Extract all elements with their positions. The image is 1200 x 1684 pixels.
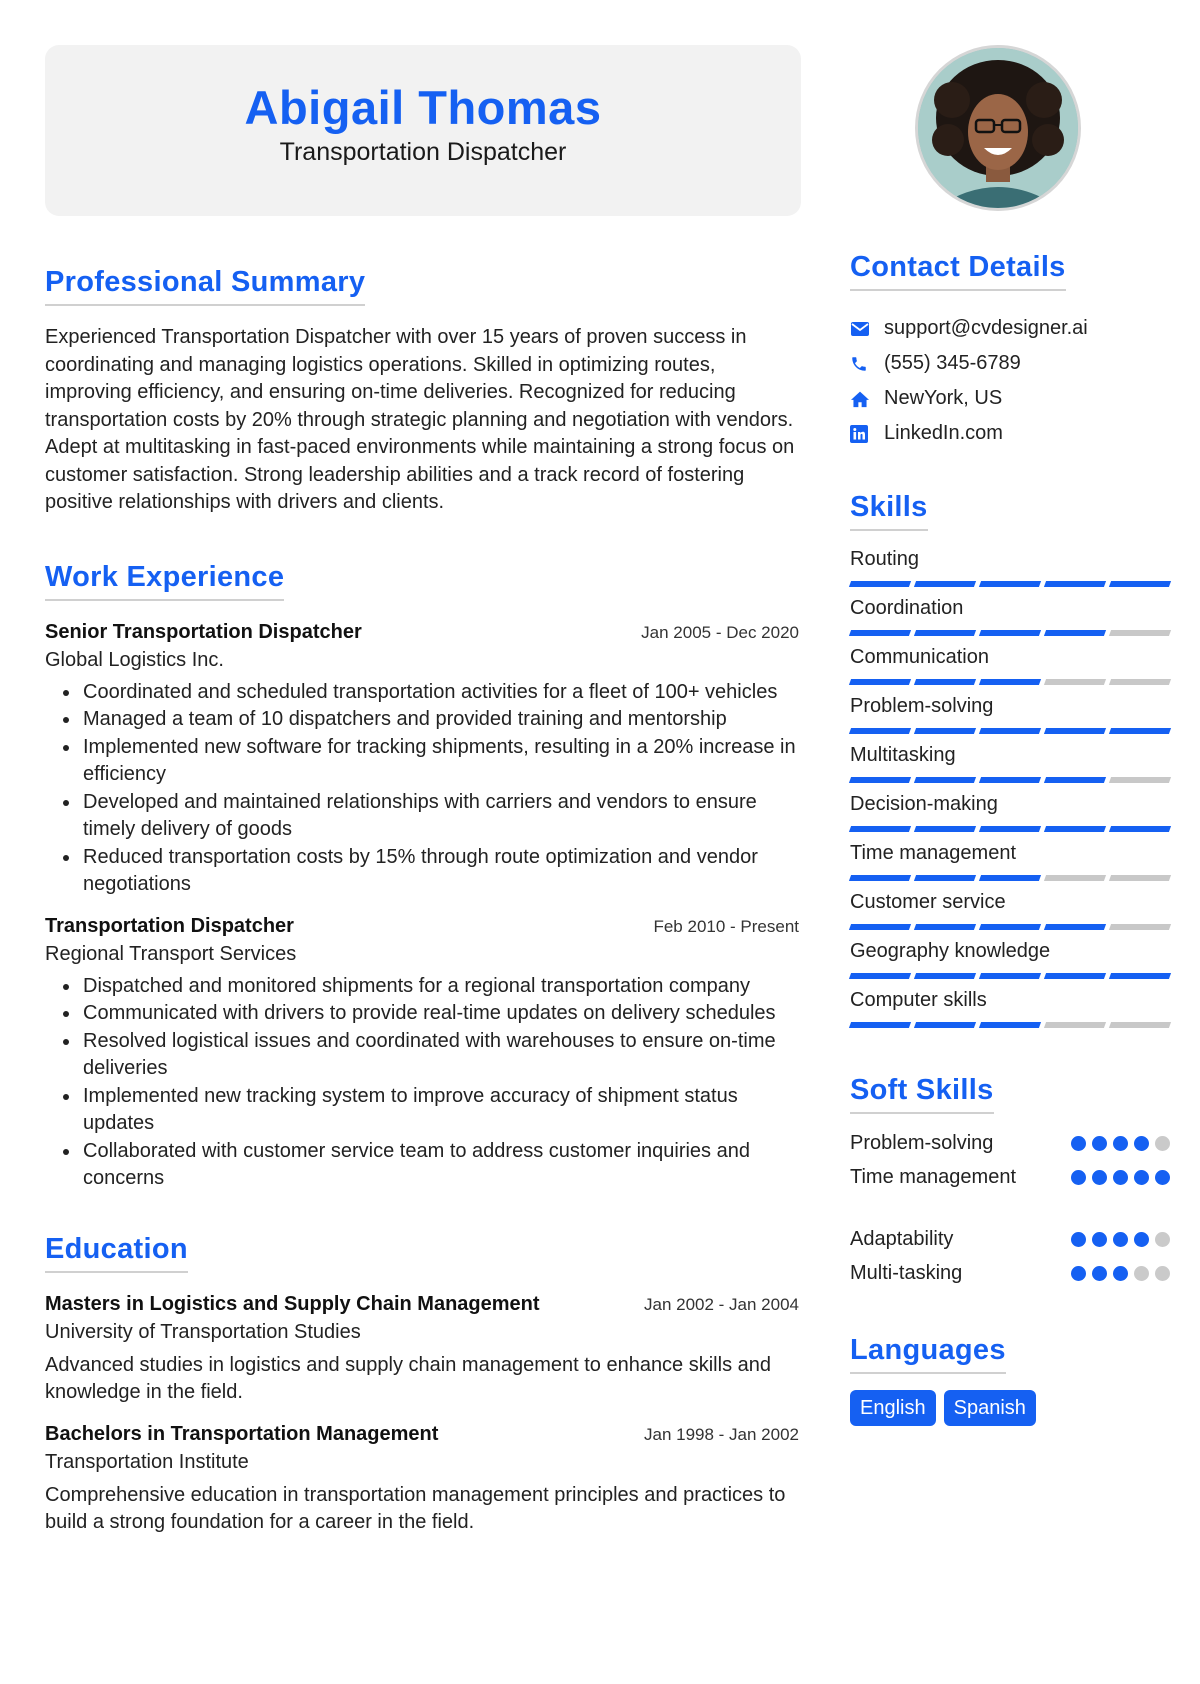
education-heading: Education bbox=[45, 1233, 188, 1273]
job-title: Transportation Dispatcher bbox=[45, 914, 294, 937]
linkedin-icon bbox=[850, 423, 874, 445]
education-date: Jan 1998 - Jan 2002 bbox=[643, 1424, 799, 1444]
skill-level-bar bbox=[850, 973, 1170, 979]
skill-segment-filled bbox=[1044, 630, 1106, 636]
main-column bbox=[45, 45, 801, 1537]
job-bullet: Resolved logistical issues and coordinated with warehouses to ensure on-time deliveries bbox=[45, 1028, 801, 1083]
skills-list bbox=[850, 547, 1170, 1028]
education-date: Jan 2002 - Jan 2004 bbox=[643, 1294, 799, 1314]
skill-segment-empty bbox=[1044, 1022, 1106, 1028]
skill-segment-filled bbox=[1044, 924, 1106, 930]
envelope-icon bbox=[850, 318, 874, 340]
skill-segment-filled bbox=[979, 875, 1041, 881]
skill-level-bar bbox=[850, 728, 1170, 734]
summary-section bbox=[45, 266, 801, 517]
skill-segment-filled bbox=[1109, 728, 1171, 734]
skill-level-bar bbox=[850, 1022, 1170, 1028]
skill-segment-filled bbox=[914, 630, 976, 636]
language-tag: Spanish bbox=[944, 1390, 1036, 1426]
job-bullets bbox=[45, 679, 801, 899]
candidate-name: Abigail Thomas bbox=[244, 81, 602, 134]
soft-skills-spacer bbox=[850, 1194, 1170, 1222]
skill-segment-filled bbox=[849, 728, 911, 734]
degree-title: Masters in Logistics and Supply Chain Management bbox=[45, 1292, 540, 1315]
skill-level-bar bbox=[850, 777, 1170, 783]
phone-icon bbox=[850, 353, 874, 375]
education-entry bbox=[45, 1293, 801, 1407]
rating-dot-empty bbox=[1155, 1136, 1170, 1151]
soft-skill-item bbox=[850, 1126, 1170, 1160]
skill-segment-filled bbox=[849, 630, 911, 636]
job-bullet: Communicated with drivers to provide real-time updates on delivery schedules bbox=[45, 1000, 801, 1028]
skill-segment-filled bbox=[979, 924, 1041, 930]
skill-segment-filled bbox=[1044, 728, 1106, 734]
contact-phone-text: (555) 345-6789 bbox=[884, 352, 1021, 374]
soft-skill-item bbox=[850, 1256, 1170, 1290]
contact-email-text: support@cvdesigner.ai bbox=[884, 317, 1088, 339]
rating-dot-filled bbox=[1113, 1136, 1128, 1151]
school-name: University of Transportation Studies bbox=[45, 1320, 361, 1343]
profile-photo-image bbox=[918, 48, 1078, 208]
skill-segment-empty bbox=[1109, 1022, 1171, 1028]
degree-title: Bachelors in Transportation Management bbox=[45, 1422, 439, 1445]
rating-dot-filled bbox=[1113, 1266, 1128, 1281]
resume-header bbox=[45, 45, 801, 216]
language-tags bbox=[850, 1390, 1170, 1426]
skill-segment-filled bbox=[914, 777, 976, 783]
skill-name: Routing bbox=[850, 548, 919, 570]
skill-name: Problem-solving bbox=[850, 695, 994, 717]
skill-item bbox=[850, 694, 1170, 734]
side-column bbox=[850, 45, 1170, 1426]
skill-segment-empty bbox=[1044, 679, 1106, 685]
rating-dot-filled bbox=[1092, 1266, 1107, 1281]
job-bullet: Collaborated with customer service team to address customer inquiries and concerns bbox=[45, 1138, 801, 1193]
skill-segment-empty bbox=[1109, 777, 1171, 783]
skill-name: Coordination bbox=[850, 597, 964, 619]
skill-segment-filled bbox=[1109, 826, 1171, 832]
soft-skills-section bbox=[850, 1074, 1170, 1290]
skill-segment-filled bbox=[849, 826, 911, 832]
skill-segment-filled bbox=[979, 728, 1041, 734]
contact-heading: Contact Details bbox=[850, 251, 1066, 291]
skill-segment-filled bbox=[979, 630, 1041, 636]
rating-dot-empty bbox=[1155, 1232, 1170, 1247]
job-company: Regional Transport Services bbox=[45, 942, 297, 965]
rating-dot-filled bbox=[1092, 1136, 1107, 1151]
rating-dot-filled bbox=[1071, 1170, 1086, 1185]
job-bullet: Implemented new tracking system to improve accuracy of shipment status updates bbox=[45, 1083, 801, 1138]
rating-dot-filled bbox=[1155, 1170, 1170, 1185]
candidate-title: Transportation Dispatcher bbox=[279, 138, 567, 167]
skill-level-bar bbox=[850, 924, 1170, 930]
skill-segment-filled bbox=[1109, 973, 1171, 979]
rating-dot-filled bbox=[1113, 1232, 1128, 1247]
skill-item bbox=[850, 988, 1170, 1028]
work-heading: Work Experience bbox=[45, 561, 284, 601]
skill-level-bar bbox=[850, 630, 1170, 636]
school-name: Transportation Institute bbox=[45, 1450, 249, 1473]
skill-level-bar bbox=[850, 875, 1170, 881]
soft-skill-name: Problem-solving bbox=[850, 1131, 994, 1154]
soft-skill-name: Time management bbox=[850, 1165, 1016, 1188]
skill-segment-empty bbox=[1109, 924, 1171, 930]
skill-segment-filled bbox=[914, 875, 976, 881]
skill-segment-filled bbox=[914, 679, 976, 685]
skills-section bbox=[850, 491, 1170, 1028]
contact-linkedin-text: LinkedIn.com bbox=[884, 422, 1003, 444]
job-bullets bbox=[45, 973, 801, 1193]
rating-dot-empty bbox=[1134, 1266, 1149, 1281]
skill-segment-filled bbox=[849, 777, 911, 783]
skill-name: Communication bbox=[850, 646, 989, 668]
skill-name: Multitasking bbox=[850, 744, 956, 766]
education-description: Comprehensive education in transportation management principles and practices to build a strong foundation for a career in the field. bbox=[45, 1483, 786, 1533]
skill-name: Decision-making bbox=[850, 793, 998, 815]
job-bullet: Reduced transportation costs by 15% through route optimization and vendor negotiations bbox=[45, 844, 801, 899]
rating-dot-filled bbox=[1071, 1232, 1086, 1247]
soft-skills-list bbox=[850, 1126, 1170, 1290]
skill-segment-filled bbox=[1109, 581, 1171, 587]
skill-segment-filled bbox=[849, 875, 911, 881]
skill-segment-filled bbox=[849, 973, 911, 979]
skill-segment-filled bbox=[914, 973, 976, 979]
rating-dot-empty bbox=[1155, 1266, 1170, 1281]
education-description: Advanced studies in logistics and supply chain management to enhance skills and knowledge in the field. bbox=[45, 1353, 771, 1403]
skill-segment-filled bbox=[979, 679, 1041, 685]
soft-skill-name: Multi-tasking bbox=[850, 1261, 963, 1284]
job-company: Global Logistics Inc. bbox=[45, 648, 224, 671]
skill-segment-filled bbox=[914, 1022, 976, 1028]
skill-item bbox=[850, 890, 1170, 930]
skill-segment-empty bbox=[1109, 630, 1171, 636]
skill-segment-filled bbox=[1044, 973, 1106, 979]
skill-item bbox=[850, 596, 1170, 636]
skill-name: Computer skills bbox=[850, 989, 987, 1011]
job-entry bbox=[45, 915, 801, 1193]
soft-skill-item bbox=[850, 1222, 1170, 1256]
soft-skill-rating bbox=[1071, 1232, 1170, 1247]
skill-segment-filled bbox=[1044, 826, 1106, 832]
skill-segment-filled bbox=[1044, 777, 1106, 783]
skill-segment-filled bbox=[979, 973, 1041, 979]
education-section bbox=[45, 1233, 801, 1537]
skill-item bbox=[850, 841, 1170, 881]
job-bullet: Implemented new software for tracking shipments, resulting in a 20% increase in efficiency bbox=[45, 734, 801, 789]
work-section bbox=[45, 561, 801, 1193]
skill-segment-filled bbox=[979, 1022, 1041, 1028]
job-bullet: Coordinated and scheduled transportation activities for a fleet of 100+ vehicles bbox=[45, 679, 801, 707]
skill-name: Geography knowledge bbox=[850, 940, 1051, 962]
skill-level-bar bbox=[850, 679, 1170, 685]
contact-linkedin[interactable] bbox=[850, 416, 1170, 451]
rating-dot-filled bbox=[1134, 1136, 1149, 1151]
education-entry bbox=[45, 1423, 801, 1537]
skill-item bbox=[850, 743, 1170, 783]
skill-level-bar bbox=[850, 826, 1170, 832]
skill-segment-filled bbox=[849, 1022, 911, 1028]
rating-dot-filled bbox=[1113, 1170, 1128, 1185]
skill-segment-filled bbox=[914, 728, 976, 734]
skill-segment-empty bbox=[1109, 875, 1171, 881]
skill-name: Time management bbox=[850, 842, 1016, 864]
job-bullet: Developed and maintained relationships with carriers and vendors to ensure timely delivery of goods bbox=[45, 789, 801, 844]
skill-level-bar bbox=[850, 581, 1170, 587]
skill-segment-filled bbox=[914, 924, 976, 930]
skill-item bbox=[850, 645, 1170, 685]
skill-item bbox=[850, 547, 1170, 587]
skill-segment-empty bbox=[1044, 875, 1106, 881]
languages-heading: Languages bbox=[850, 1334, 1006, 1374]
rating-dot-filled bbox=[1134, 1170, 1149, 1185]
skill-segment-empty bbox=[1109, 679, 1171, 685]
contact-section bbox=[850, 251, 1170, 451]
skill-item bbox=[850, 792, 1170, 832]
contact-location-text: NewYork, US bbox=[884, 387, 1003, 409]
job-date: Jan 2005 - Dec 2020 bbox=[641, 622, 799, 642]
contact-email[interactable] bbox=[850, 311, 1170, 346]
skill-segment-filled bbox=[849, 924, 911, 930]
home-icon bbox=[850, 388, 874, 410]
rating-dot-filled bbox=[1092, 1232, 1107, 1247]
rating-dot-filled bbox=[1071, 1266, 1086, 1281]
skill-item bbox=[850, 939, 1170, 979]
rating-dot-filled bbox=[1092, 1170, 1107, 1185]
skill-segment-filled bbox=[979, 777, 1041, 783]
summary-text: Experienced Transportation Dispatcher with over 15 years of proven success in coordinating and managing logistics operations. Skilled in optimizing routes, improving efficiency, and ensuring on-time deliveries. Recognized for reducing transportation costs by 20% through strategic planning and negotiation with vendors. Adept at multitasking in fast-paced environments while maintaining a strong focus on customer satisfaction. Strong leadership abilities and a track record of fostering positive relationships with drivers and clients. bbox=[45, 326, 795, 513]
soft-skills-heading: Soft Skills bbox=[850, 1074, 994, 1114]
skill-segment-filled bbox=[979, 826, 1041, 832]
contact-location bbox=[850, 381, 1170, 416]
summary-heading: Professional Summary bbox=[45, 266, 365, 306]
skill-segment-filled bbox=[914, 826, 976, 832]
soft-skill-item bbox=[850, 1160, 1170, 1194]
rating-dot-filled bbox=[1071, 1136, 1086, 1151]
job-title: Senior Transportation Dispatcher bbox=[45, 620, 362, 643]
skill-segment-filled bbox=[979, 581, 1041, 587]
rating-dot-filled bbox=[1134, 1232, 1149, 1247]
job-date: Feb 2010 - Present bbox=[653, 916, 799, 936]
languages-section bbox=[850, 1334, 1170, 1426]
skills-heading: Skills bbox=[850, 491, 928, 531]
job-bullet: Dispatched and monitored shipments for a regional transportation company bbox=[45, 973, 801, 1001]
soft-skill-rating bbox=[1071, 1266, 1170, 1281]
job-entry bbox=[45, 621, 801, 899]
soft-skill-rating bbox=[1071, 1136, 1170, 1151]
skill-segment-filled bbox=[1044, 581, 1106, 587]
soft-skill-rating bbox=[1071, 1170, 1170, 1185]
soft-skill-name: Adaptability bbox=[850, 1227, 954, 1250]
skill-segment-filled bbox=[849, 679, 911, 685]
contact-phone[interactable] bbox=[850, 346, 1170, 381]
skill-name: Customer service bbox=[850, 891, 1006, 913]
profile-photo bbox=[915, 45, 1081, 211]
skill-segment-filled bbox=[914, 581, 976, 587]
language-tag: English bbox=[850, 1390, 936, 1426]
skill-segment-filled bbox=[849, 581, 911, 587]
job-bullet: Managed a team of 10 dispatchers and provided training and mentorship bbox=[45, 706, 801, 734]
